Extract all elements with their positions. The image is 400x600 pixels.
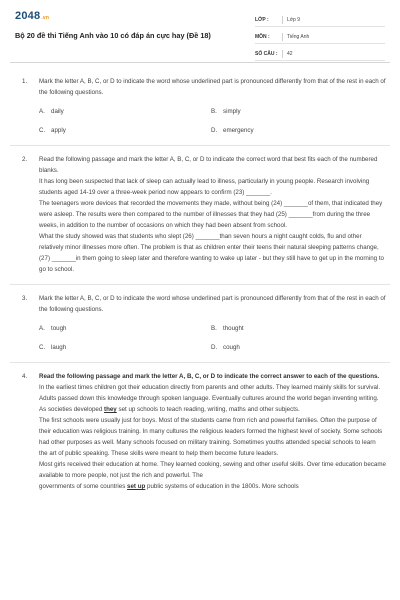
meta-value: Tiếng Anh	[287, 33, 310, 40]
header-divider	[10, 62, 390, 63]
question-prompt: Read the following passage and mark the letter A, B, C, or D to indicate the correct answer to each of the questions.	[39, 373, 380, 380]
question-number: 2.	[22, 156, 28, 163]
answer-options	[39, 323, 386, 361]
meta-row-class	[255, 13, 385, 27]
underlined-word: set up	[127, 483, 146, 490]
question-divider	[10, 362, 390, 363]
option-c[interactable]: C. laugh	[39, 344, 67, 351]
question-2	[0, 154, 400, 275]
site-logo[interactable]: 2048.vn	[15, 10, 50, 22]
question-divider	[10, 284, 390, 285]
question-prompt: Mark the letter A, B, C, or D to indicate the word whose underlined part is pronounced differently from that of the rest in each of the following questions.	[39, 78, 386, 96]
option-b[interactable]: B. simply	[211, 108, 241, 115]
meta-label: SỐ CÂU :	[255, 50, 278, 57]
question-divider	[10, 145, 390, 146]
question-3	[0, 293, 400, 361]
question-1	[0, 76, 400, 144]
passage-paragraph: The teenagers wore devices that recorded the movements they made, without being (24) _______of them, that indicated they were asleep. The results were then compared to the number of illnesses that they had (25) _______from during the three weeks, in addition to the number of occasions on which they had been absent from school.	[39, 200, 383, 229]
meta-row-count	[255, 47, 385, 61]
question-list	[0, 76, 400, 492]
option-c[interactable]: C. apply	[39, 127, 66, 134]
page-title: Bộ 20 đề thi Tiếng Anh vào 10 có đáp án cực hay (Đề 18)	[15, 31, 211, 40]
question-prompt: Mark the letter A, B, C, or D to indicate the word whose underlined part is pronounced differently from that of the rest in each of the following questions.	[39, 295, 386, 313]
passage-paragraph: Most girls received their education at home. They learned cooking, sewing and other useful skills. Over time education became available to more people, not just the rich and powerful. The	[39, 461, 386, 479]
meta-value: Lớp 9	[287, 16, 301, 23]
question-4	[0, 371, 400, 492]
option-a[interactable]: A. tough	[39, 325, 67, 332]
question-number: 4.	[22, 373, 28, 380]
header	[0, 0, 400, 62]
answer-options	[39, 106, 386, 144]
meta-value: 42	[287, 50, 293, 57]
passage-paragraph: It has long been suspected that lack of sleep can actually lead to illness, particularly in young people. Research involving students aged 14-19 over a three-week period now appears to confirm (23) _______.	[39, 178, 370, 196]
meta-label: LỚP :	[255, 16, 269, 23]
passage-paragraph: The first schools were usually just for boys. Most of the students came from rich and powerful families. Often the purpose of their education was religious training. In many cultures the religious leaders formed the highest level of society. Some schools had other purposes as well. Many schools focused on military training. Sometimes youths attended special schools to learn the art of public speaking. These skills were meant to help them become future leaders.	[39, 417, 383, 457]
underlined-word: they	[104, 406, 117, 413]
option-a[interactable]: A. daily	[39, 108, 64, 115]
meta-label: MÔN :	[255, 33, 270, 40]
meta-info	[255, 13, 385, 64]
option-d[interactable]: D. emergency	[211, 127, 254, 134]
question-number: 1.	[22, 78, 28, 85]
passage-paragraph: governments of some countries set up public systems of education in the 1800s. More schools	[39, 483, 299, 490]
question-prompt: Read the following passage and mark the letter A, B, C, or D to indicate the correct word that best fits each of the numbered blanks.	[39, 156, 378, 174]
option-b[interactable]: B. thought	[211, 325, 244, 332]
passage-paragraph: What the study showed was that students who slept (26) _______than seven hours a night caught colds, flu and other relatively minor illnesses more often. The problem is that as children enter their teens their natural sleeping patterns change, (27) _______in them going to sleep later and therefore wanting to wake up later - but they still have to get up in the morning to go to school.	[39, 233, 384, 273]
option-d[interactable]: D. cough	[211, 344, 240, 351]
question-number: 3.	[22, 295, 28, 302]
meta-row-subject	[255, 30, 385, 44]
passage-paragraph: In the earliest times children got their education directly from parents and other adults. They learned mainly skills for survival. Adults passed down this knowledge through spoken language. Eventually cultures around the world began inventing writing. As societies developed they set up schools to teach reading, writing, maths and other subjects.	[39, 384, 381, 413]
